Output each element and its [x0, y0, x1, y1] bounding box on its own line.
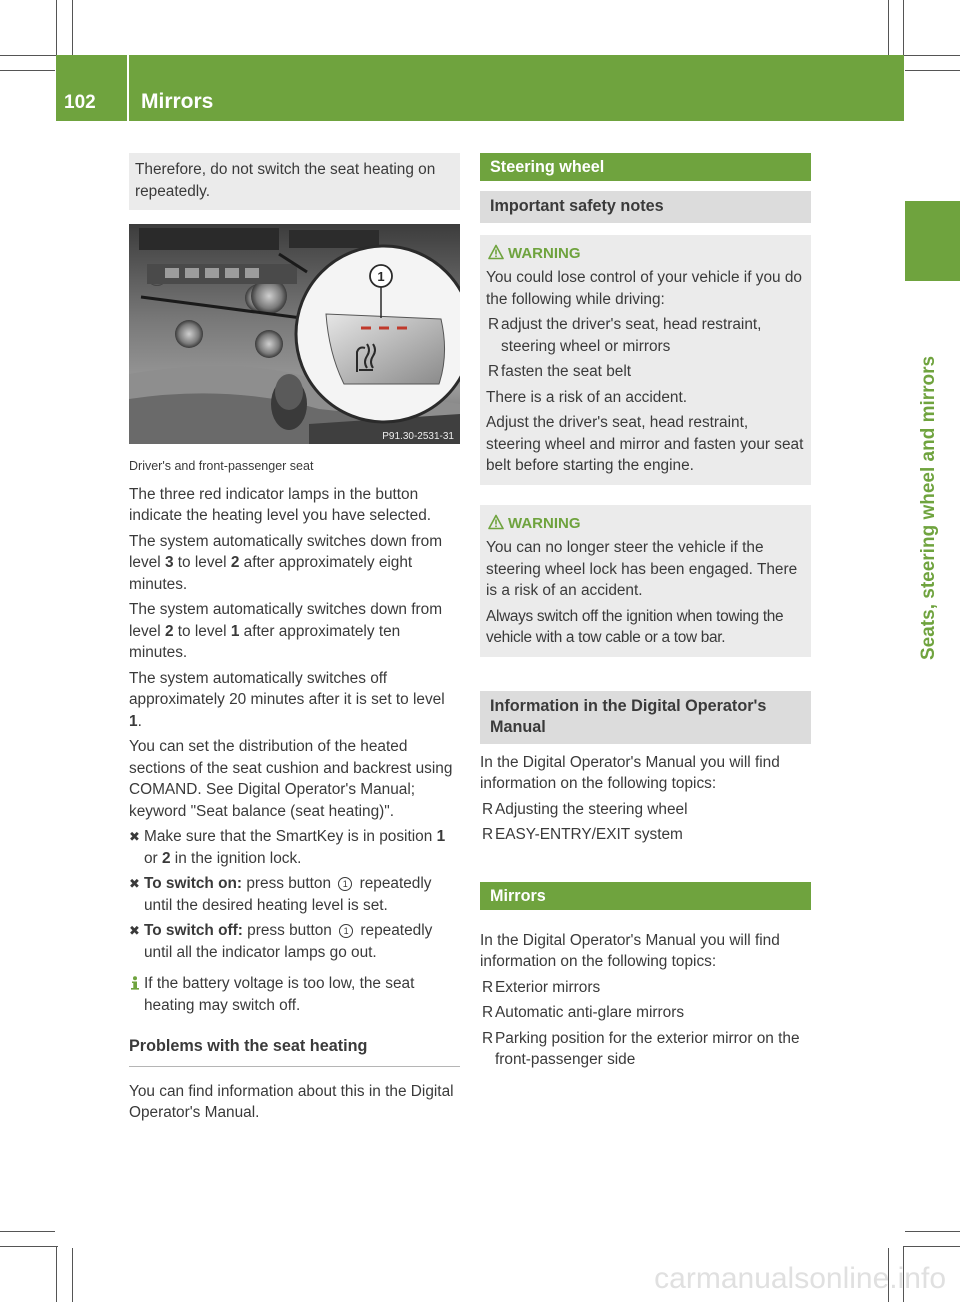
bullet-icon: R	[482, 800, 494, 818]
list-item: R Parking position for the exterior mirror on the front-passenger side	[482, 1029, 800, 1068]
section-heading-mirrors: Mirrors	[480, 882, 811, 910]
crop-mark	[905, 1231, 960, 1232]
crop-mark	[905, 70, 960, 71]
callout-1-icon: 1	[339, 924, 353, 938]
paragraph: Always switch off the ignition when towing the vehicle with a tow cable or a tow bar.	[486, 607, 784, 646]
crop-mark	[0, 1246, 58, 1247]
step-arrow-icon: ✖	[129, 829, 140, 844]
paragraph: You can set the distribution of the heated sections of the seat cushion and backrest using COMAND. See Digital Operator's Manual; keyword "Seat balance (seat heating)".	[129, 738, 453, 820]
page-number: 102	[64, 92, 96, 113]
list-item: R EASY-ENTRY/EXIT system	[480, 824, 811, 846]
bullet-icon: R	[488, 316, 500, 333]
bullet-icon: R	[488, 363, 500, 380]
subsection-heading-digital-manual: Information in the Digital Operator's Manual	[480, 691, 811, 744]
paragraph: In the Digital Operator's Manual you will find information on the following topics:	[480, 753, 780, 792]
crop-mark	[72, 1248, 73, 1302]
callout-1-icon: 1	[338, 877, 352, 891]
warning-heading: WARNING	[486, 243, 805, 265]
watermark: carmanualsonline.info	[654, 1262, 946, 1295]
crop-mark	[903, 55, 960, 56]
crop-mark	[56, 1246, 57, 1302]
subheading: Problems with the seat heating	[129, 1036, 460, 1067]
crop-mark	[903, 0, 904, 58]
list-item: R Exterior mirrors	[480, 977, 811, 999]
step-arrow-icon: ✖	[129, 923, 140, 938]
list-item: R Adjusting the steering wheel	[480, 799, 811, 821]
list-item: R adjust the driver's seat, head restraint, steering wheel or mirrors	[488, 316, 762, 355]
right-column	[480, 153, 811, 1075]
note-text: Therefore, do not switch the seat heating on repeatedly.	[135, 161, 436, 200]
instruction-step: ✖ To switch off: press button 1 repeatedly until all the indicator lamps go out.	[129, 922, 433, 961]
page-title: Mirrors	[141, 90, 214, 113]
list-item: R fasten the seat belt	[486, 361, 805, 383]
paragraph: The three red indicator lamps in the button indicate the heating level you have selected.	[129, 485, 432, 524]
list-item: R Automatic anti-glare mirrors	[480, 1002, 811, 1024]
figure-code: P91.30-2531-31	[382, 431, 454, 442]
crop-mark	[72, 0, 73, 55]
dashboard-illustration	[129, 224, 460, 444]
paragraph: The system automatically switches off approximately 20 minutes after it is set to level 1.	[129, 669, 445, 730]
subsection-heading-safety: Important safety notes	[480, 191, 811, 223]
warning-triangle-icon	[488, 244, 504, 260]
crop-mark	[0, 70, 55, 71]
step-arrow-icon: ✖	[129, 876, 140, 891]
info-note: If the battery voltage is too low, the seat heating may switch off.	[129, 973, 460, 1016]
figure-caption: Driver's and front-passenger seat	[129, 459, 314, 473]
note-box	[129, 153, 460, 210]
header-divider	[127, 55, 129, 121]
paragraph: You could lose control of your vehicle if you do the following while driving:	[486, 269, 802, 308]
paragraph: The system automatically switches down from level 3 to level 2 after approximately eight minutes.	[129, 532, 443, 593]
warning-triangle-icon	[488, 514, 504, 530]
section-heading-steering-wheel: Steering wheel	[480, 153, 811, 181]
bullet-icon: R	[482, 826, 494, 843]
paragraph: Adjust the driver's seat, head restraint, steering wheel and mirror and fasten your seat belt before starting the engine.	[486, 414, 804, 474]
warning-box	[480, 505, 811, 657]
paragraph: You can no longer steer the vehicle if the steering wheel lock has been engaged. There is a risk of an accident.	[486, 539, 798, 599]
paragraph: In the Digital Operator's Manual you will find information on the following topics:	[480, 931, 780, 970]
crop-mark	[56, 0, 57, 58]
figure-callout-number: 1	[377, 269, 385, 284]
crop-mark	[903, 1246, 960, 1247]
bullet-icon: R	[482, 1004, 494, 1021]
paragraph: The system automatically switches down from level 2 to level 1 after approximately ten minutes.	[129, 601, 443, 661]
bullet-icon: R	[482, 1029, 494, 1047]
chapter-tab	[905, 201, 960, 281]
left-column	[129, 153, 460, 1128]
crop-mark	[888, 0, 889, 55]
paragraph: There is a risk of an accident.	[486, 388, 688, 406]
instruction-step: ✖ To switch on: press button 1 repeatedly until the desired heating level is set.	[129, 875, 432, 914]
paragraph: You can find information about this in the Digital Operator's Manual.	[129, 1082, 454, 1121]
seat-heating-figure	[129, 224, 460, 444]
chapter-title: Seats, steering wheel and mirrors	[918, 355, 939, 660]
bullet-icon: R	[482, 978, 494, 996]
info-icon	[129, 976, 141, 990]
warning-box	[480, 235, 811, 485]
warning-heading: WARNING	[486, 513, 805, 535]
crop-mark	[0, 55, 58, 56]
instruction-step: ✖ Make sure that the SmartKey is in position 1 or 2 in the ignition lock.	[129, 828, 446, 867]
crop-mark	[0, 1231, 55, 1232]
